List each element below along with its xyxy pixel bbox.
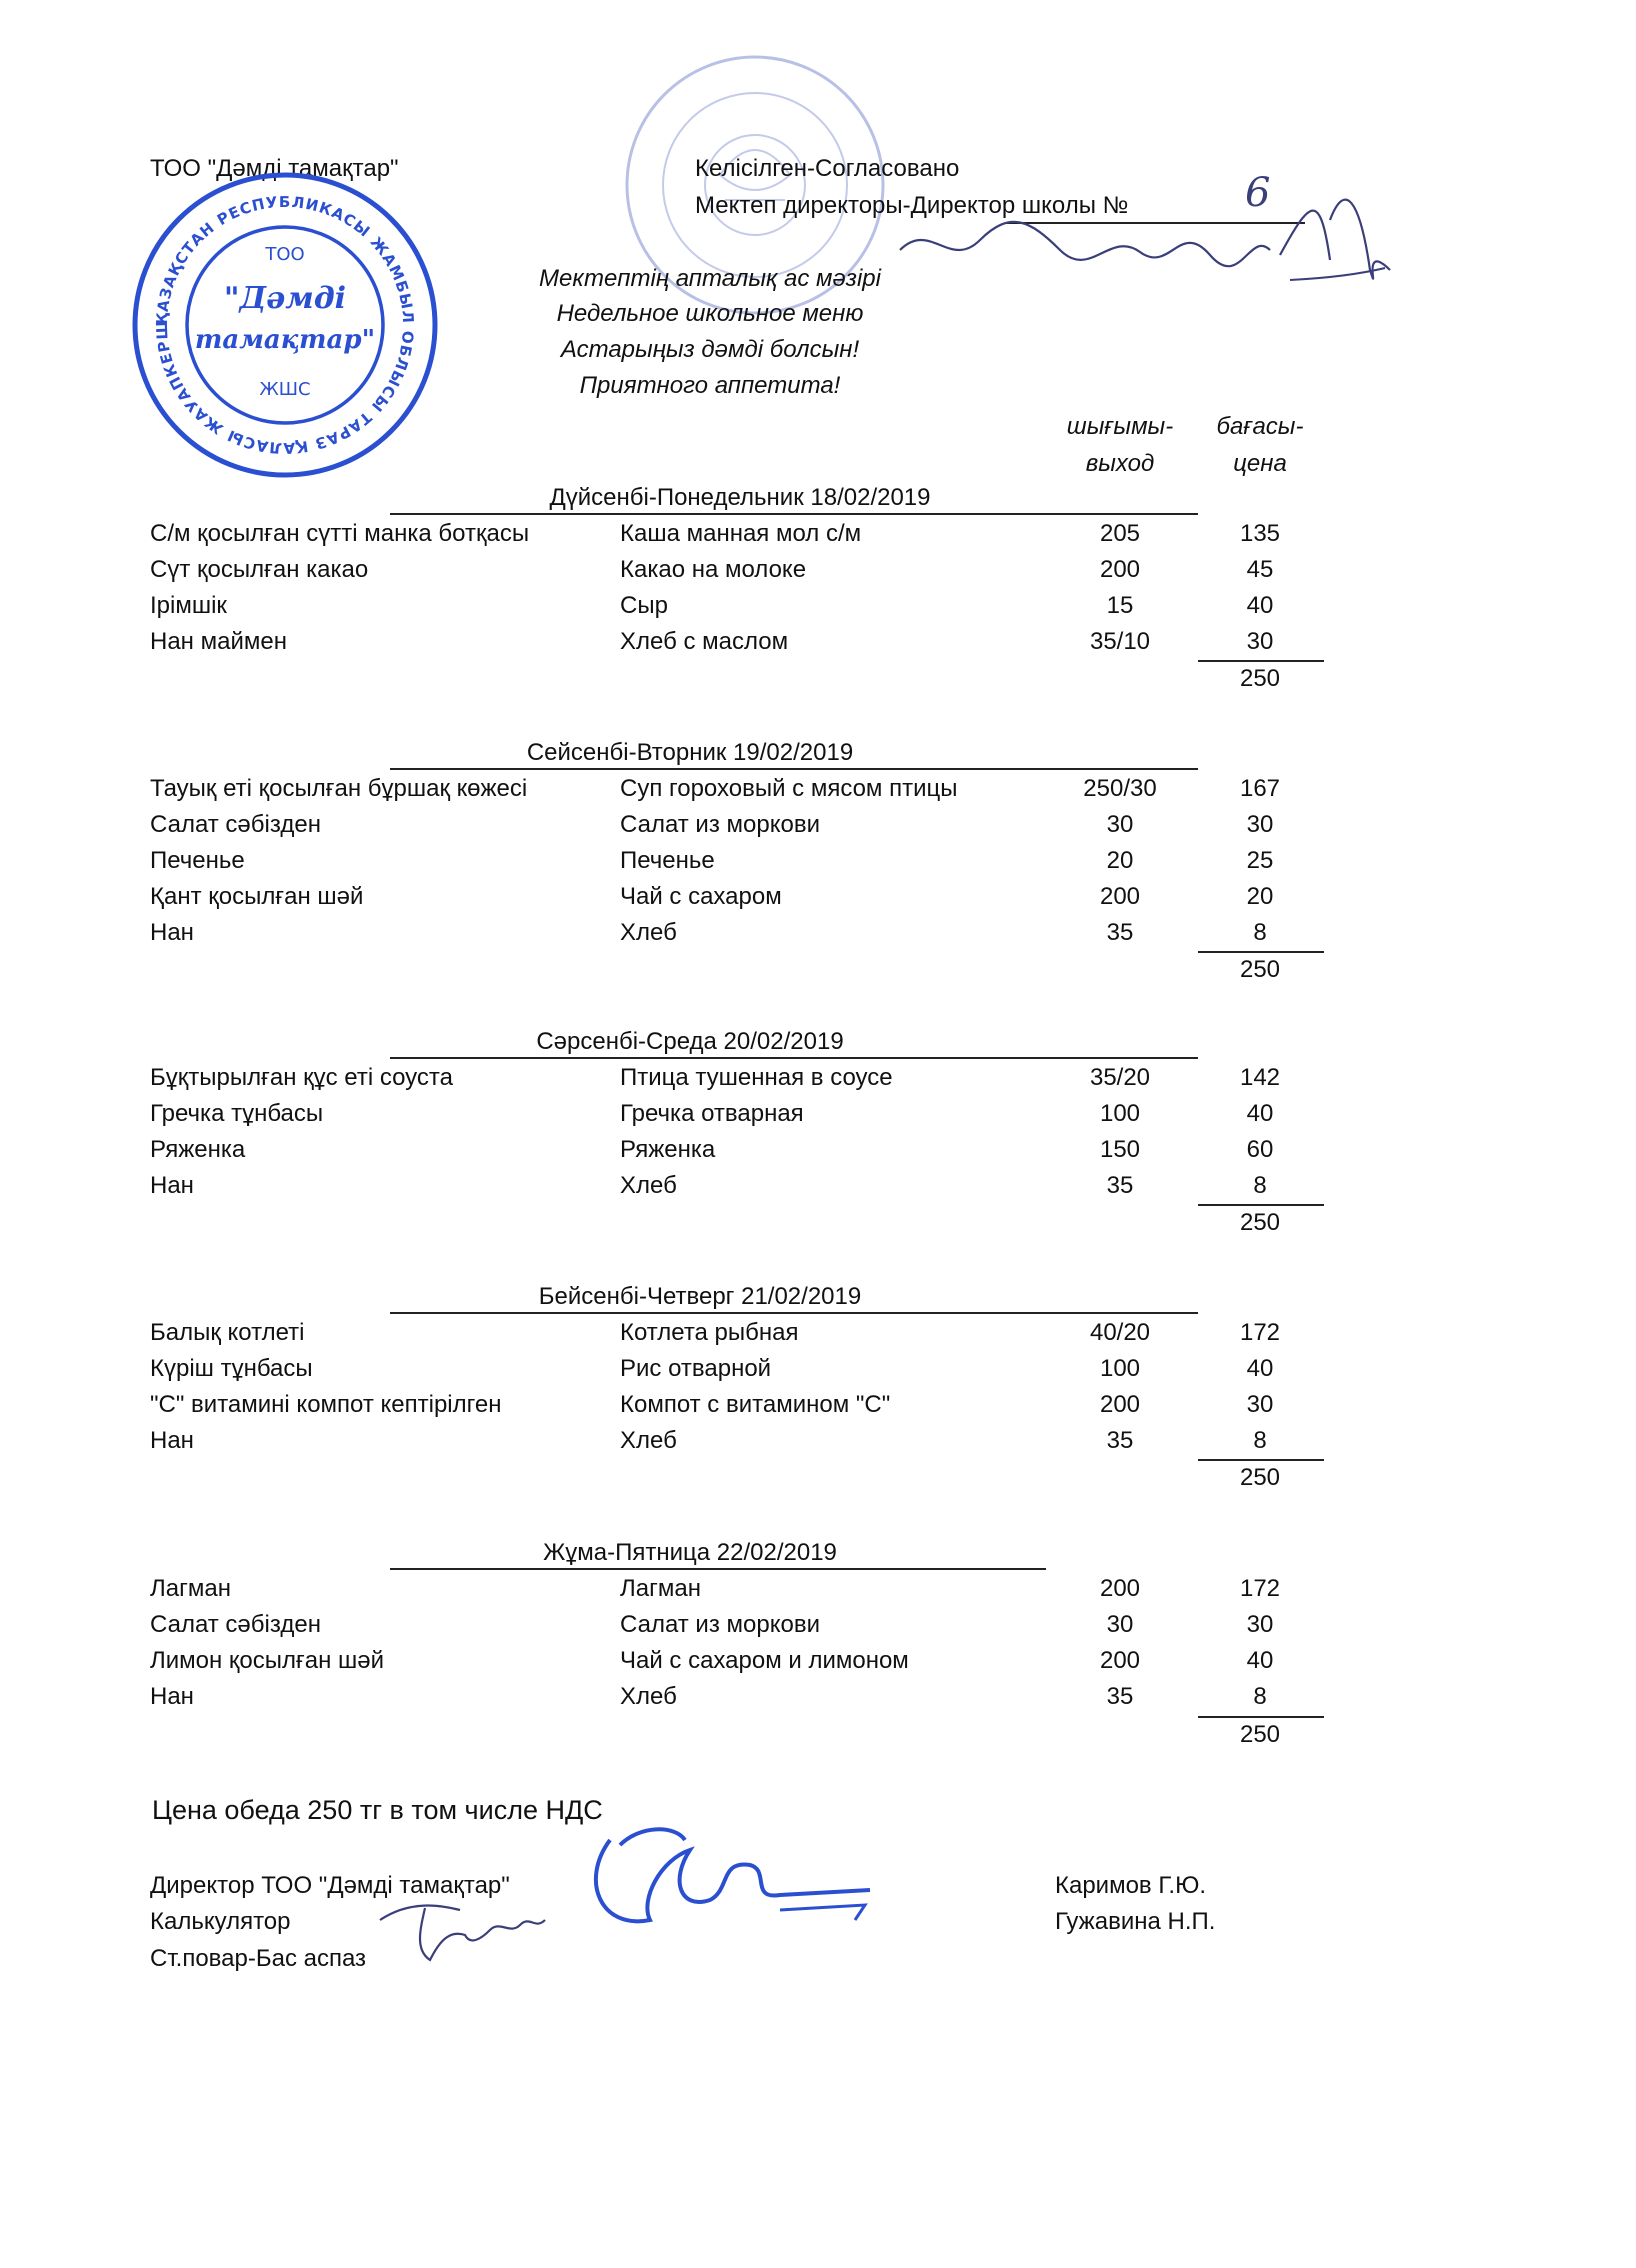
col-header-price-kz: бағасы-	[1216, 413, 1304, 440]
day-title-rule	[390, 1568, 1046, 1570]
dish-ru: Компот с витамином "С"	[620, 1391, 891, 1418]
day-title-rule	[390, 1312, 1198, 1314]
dish-price: 30	[1246, 1391, 1274, 1418]
col-header-output	[1040, 408, 1200, 482]
dish-ru: Хлеб с маслом	[620, 628, 789, 655]
dish-kz: Сүт қосылған какао	[150, 556, 369, 583]
dish-output: 35	[1106, 1172, 1134, 1199]
dish-price: 20	[1246, 883, 1274, 910]
menu-row	[0, 520, 1636, 556]
dish-price: 172	[1239, 1575, 1281, 1602]
dish-price: 8	[1253, 1683, 1267, 1710]
dish-price: 8	[1253, 1172, 1267, 1199]
menu-row	[0, 592, 1636, 628]
dish-output: 250/30	[1083, 775, 1157, 802]
company-name: ТОО "Дәмді тамақтар"	[150, 155, 399, 182]
stamp-name-line2: тамақтар"	[194, 325, 376, 355]
dish-output: 205	[1099, 520, 1141, 547]
dish-kz: Нан	[150, 1427, 194, 1454]
company-director-signature	[580, 1820, 880, 1950]
stamp-bottom-text: ЖШС	[259, 379, 311, 400]
col-header-output-ru: выход	[1085, 450, 1155, 477]
dish-kz: Лимон қосылған шәй	[150, 1647, 385, 1674]
dish-price: 30	[1246, 811, 1274, 838]
menu-row	[0, 919, 1636, 955]
dish-ru: Хлеб	[620, 919, 677, 946]
dish-output: 15	[1106, 592, 1134, 619]
day-total: 250	[1239, 1209, 1281, 1236]
dish-ru: Рис отварной	[620, 1355, 772, 1382]
menu-row	[0, 1611, 1636, 1647]
dish-output: 150	[1099, 1136, 1141, 1163]
dish-price: 142	[1239, 1064, 1281, 1091]
dish-kz: Печенье	[150, 847, 245, 874]
dish-kz: Салат сәбізден	[150, 811, 321, 838]
dish-output: 100	[1099, 1100, 1141, 1127]
day-title: Жұма-Пятница 22/02/2019	[543, 1539, 837, 1566]
calculator-name: Гужавина Н.П.	[1055, 1908, 1216, 1935]
stamp-ring-text: ҚАЗАҚСТАН РЕСПУБЛИКАСЫ ЖАМБЫЛ ОБЛЫСЫ ТАРАЗ ҚАЛАСЫ ЖАУАПКЕРШІЛІГІ ШЕКТЕУЛІ СЕРІКТЕСТІГІ	[120, 156, 418, 458]
school-number: 6	[1245, 170, 1271, 216]
col-header-output-kz: шығымы-	[1066, 413, 1174, 440]
dish-ru: Птица тушенная в соусе	[620, 1064, 893, 1091]
school-director-signature	[890, 160, 1390, 310]
dish-price: 8	[1253, 1427, 1267, 1454]
menu-row	[0, 1064, 1636, 1100]
dish-price: 40	[1246, 1355, 1274, 1382]
col-header-price	[1190, 408, 1330, 482]
dish-output: 30	[1106, 811, 1134, 838]
dish-price: 30	[1246, 1611, 1274, 1638]
dish-kz: Нан	[150, 919, 194, 946]
greeting-ru: Приятного аппетита!	[579, 372, 841, 399]
dish-kz: Салат сәбізден	[150, 1611, 321, 1638]
dish-ru: Салат из моркови	[620, 811, 820, 838]
menu-row	[0, 1575, 1636, 1611]
dish-kz: Нан	[150, 1172, 194, 1199]
day-title: Сәрсенбі-Среда 20/02/2019	[536, 1028, 844, 1055]
price-note: Цена обеда 250 тг в том числе НДС	[152, 1795, 603, 1825]
day-title: Бейсенбі-Четверг 21/02/2019	[538, 1283, 862, 1310]
dish-kz: Гречка тұнбасы	[150, 1100, 324, 1127]
dish-price: 167	[1239, 775, 1281, 802]
dish-kz: Нан маймен	[150, 628, 287, 655]
dish-ru: Салат из моркови	[620, 1611, 820, 1638]
dish-price: 60	[1246, 1136, 1274, 1163]
dish-ru: Хлеб	[620, 1172, 677, 1199]
dish-price: 40	[1246, 592, 1274, 619]
menu-row	[0, 1172, 1636, 1208]
day-total: 250	[1239, 665, 1281, 692]
calculator-label: Калькулятор	[150, 1908, 291, 1935]
day-title-rule	[390, 1057, 1198, 1059]
dish-ru: Сыр	[620, 592, 668, 619]
dish-output: 200	[1099, 883, 1141, 910]
greeting-kz: Астарыңыз дәмді болсын!	[560, 336, 860, 363]
dish-ru: Хлеб	[620, 1427, 677, 1454]
dish-price: 45	[1246, 556, 1274, 583]
dish-ru: Печенье	[620, 847, 715, 874]
dish-price: 8	[1253, 919, 1267, 946]
day-total: 250	[1239, 1721, 1281, 1748]
dish-ru: Котлета рыбная	[620, 1319, 799, 1346]
day-title: Сейсенбі-Вторник 19/02/2019	[526, 739, 854, 766]
dish-ru: Гречка отварная	[620, 1100, 804, 1127]
dish-ru: Какао на молоке	[620, 556, 807, 583]
director-name: Каримов Г.Ю.	[1055, 1872, 1206, 1899]
dish-output: 35/10	[1089, 628, 1151, 655]
dish-kz: Лагман	[150, 1575, 231, 1602]
menu-row	[0, 1355, 1636, 1391]
chef-label: Ст.повар-Бас аспаз	[150, 1945, 367, 1972]
menu-row	[0, 1683, 1636, 1719]
dish-output: 35	[1106, 1427, 1134, 1454]
dish-price: 40	[1246, 1100, 1274, 1127]
stamp-top-text: ТОО	[265, 244, 305, 265]
menu-row	[0, 1136, 1636, 1172]
menu-row	[0, 1319, 1636, 1355]
dish-price: 135	[1239, 520, 1281, 547]
dish-output: 30	[1106, 1611, 1134, 1638]
dish-kz: Қант қосылған шәй	[150, 883, 364, 910]
dish-ru: Чай с сахаром	[620, 883, 782, 910]
dish-ru: Суп гороховый с мясом птицы	[620, 775, 958, 802]
dish-output: 200	[1099, 1391, 1141, 1418]
dish-ru: Каша манная мол с/м	[620, 520, 862, 547]
director-label: Директор ТОО "Дәмді тамақтар"	[150, 1872, 510, 1899]
title-ru: Недельное школьное меню	[556, 300, 864, 327]
calculator-signature	[370, 1890, 550, 1970]
day-title-rule	[390, 768, 1198, 770]
dish-output: 100	[1099, 1355, 1141, 1382]
menu-row	[0, 1391, 1636, 1427]
dish-kz: Күріш тұнбасы	[150, 1355, 313, 1382]
dish-kz: Нан	[150, 1683, 194, 1710]
dish-kz: Тауық еті қосылған бұршақ көжесі	[150, 775, 528, 802]
dish-output: 200	[1099, 1575, 1141, 1602]
total-rule	[1198, 660, 1324, 662]
dish-output: 20	[1106, 847, 1134, 874]
menu-row	[0, 811, 1636, 847]
menu-row	[0, 883, 1636, 919]
menu-row	[0, 775, 1636, 811]
total-rule	[1198, 1204, 1324, 1206]
stamp-name-line1: "Дәмді	[223, 281, 347, 316]
menu-row	[0, 847, 1636, 883]
day-total: 250	[1239, 956, 1281, 983]
dish-output: 200	[1099, 556, 1141, 583]
menu-row	[0, 1100, 1636, 1136]
day-title-rule	[390, 513, 1198, 515]
title-kz: Мектептің апталық ас мәзірі	[539, 265, 881, 292]
dish-output: 35	[1106, 919, 1134, 946]
total-rule	[1198, 951, 1324, 953]
dish-kz: Балық котлеті	[150, 1319, 305, 1346]
menu-row	[0, 556, 1636, 592]
approved-label: Келісілген-Согласовано	[695, 155, 960, 182]
dish-price: 25	[1246, 847, 1274, 874]
dish-price: 30	[1246, 628, 1274, 655]
dish-output: 40/20	[1089, 1319, 1151, 1346]
dish-ru: Хлеб	[620, 1683, 677, 1710]
dish-kz: Ряженка	[150, 1136, 246, 1163]
menu-row	[0, 628, 1636, 664]
day-title: Дүйсенбі-Понедельник 18/02/2019	[549, 484, 931, 511]
dish-ru: Лагман	[620, 1575, 701, 1602]
dish-output: 200	[1099, 1647, 1141, 1674]
menu-row	[0, 1647, 1636, 1683]
dish-output: 35/20	[1089, 1064, 1151, 1091]
dish-price: 172	[1239, 1319, 1281, 1346]
total-rule	[1198, 1459, 1324, 1461]
company-stamp-icon	[120, 156, 440, 480]
dish-output: 35	[1106, 1683, 1134, 1710]
menu-row	[0, 1427, 1636, 1463]
total-rule	[1198, 1716, 1324, 1718]
dish-ru: Чай с сахаром и лимоном	[620, 1647, 909, 1674]
dish-kz: "С" витамині компот кептірілген	[150, 1391, 502, 1418]
day-total: 250	[1239, 1464, 1281, 1491]
dish-kz: Бұқтырылған құс еті соуста	[150, 1064, 453, 1091]
director-school-label: Мектеп директоры-Директор школы №	[695, 192, 1129, 219]
col-header-price-ru: цена	[1233, 450, 1287, 477]
dish-price: 40	[1246, 1647, 1274, 1674]
dish-ru: Ряженка	[620, 1136, 716, 1163]
dish-kz: Ірімшік	[150, 592, 227, 619]
dish-kz: С/м қосылған сүтті манка ботқасы	[150, 520, 530, 547]
